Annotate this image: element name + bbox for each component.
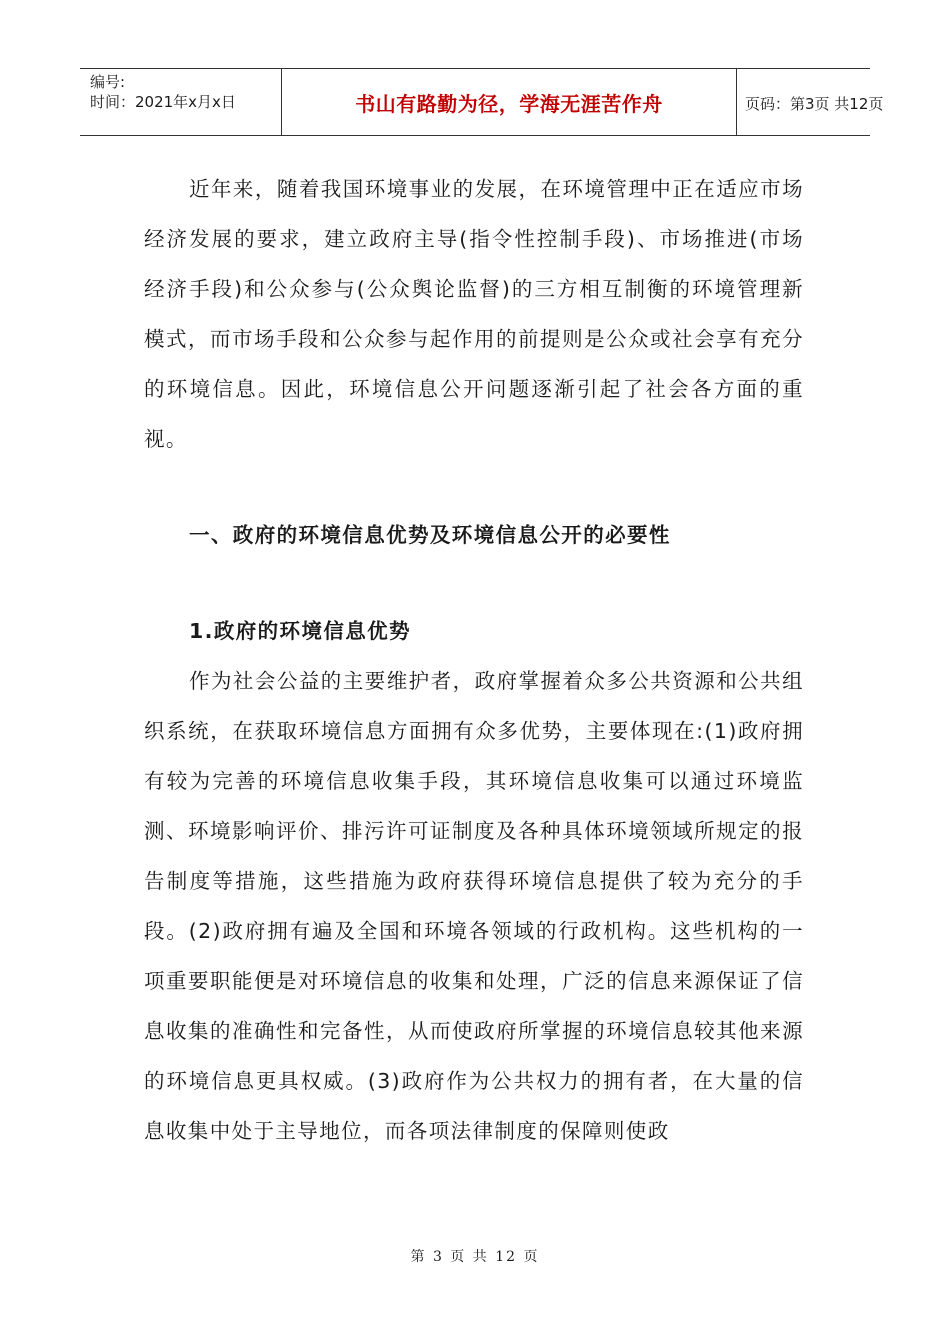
motto: 书山有路勤为径，学海无涯苦作舟: [355, 92, 663, 116]
serial-label: 编号:: [90, 73, 126, 91]
page-footer: 第 3 页 共 12 页: [410, 1249, 540, 1265]
section-heading: 一、政府的环境信息优势及环境信息公开的必要性: [189, 523, 671, 547]
time-label: 时间：2021年x月x日: [90, 93, 236, 111]
subsection-heading: 1.政府的环境信息优势: [189, 619, 411, 643]
header-page-cell: [737, 69, 884, 135]
intro-paragraph: 近年来，随着我国环境事业的发展，在环境管理中正在适应市场经济发展的要求，建立政府主导(指令性控制手段)、市场推进(市场经济手段)和公众参与(公众舆论监督)的三方相互制衡的环境管理新模式，而市场手段和公众参与起作用的前提则是公众或社会享有充分的环境信息。因此，环境信息公开问题逐渐引起了社会各方面的重视。: [144, 177, 804, 451]
body-paragraph: 作为社会公益的主要维护者，政府掌握着众多公共资源和公共组织系统，在获取环境信息方面拥有众多优势，主要体现在:(1)政府拥有较为完善的环境信息收集手段，其环境信息收集可以通过环境监测、环境影响评价、排污许可证制度及各种具体环境领域所规定的报告制度等措施，这些措施为政府获得环境信息提供了较为充分的手段。(2)政府拥有遍及全国和环境各领域的行政机构。这些机构的一项重要职能便是对环境信息的收集和处理，广泛的信息来源保证了信息收集的准确性和完备性，从而使政府所掌握的环境信息较其他来源的环境信息更具权威。(3)政府作为公共权力的拥有者，在大量的信息收集中处于主导地位，而各项法律制度的保障则使政: [144, 669, 804, 1143]
page-label: 页码：第3页 共12页: [745, 95, 884, 113]
document-header: [80, 68, 884, 136]
document-body: [144, 164, 804, 1156]
header-meta-cell: [80, 69, 282, 135]
header-motto-cell: [282, 69, 737, 135]
